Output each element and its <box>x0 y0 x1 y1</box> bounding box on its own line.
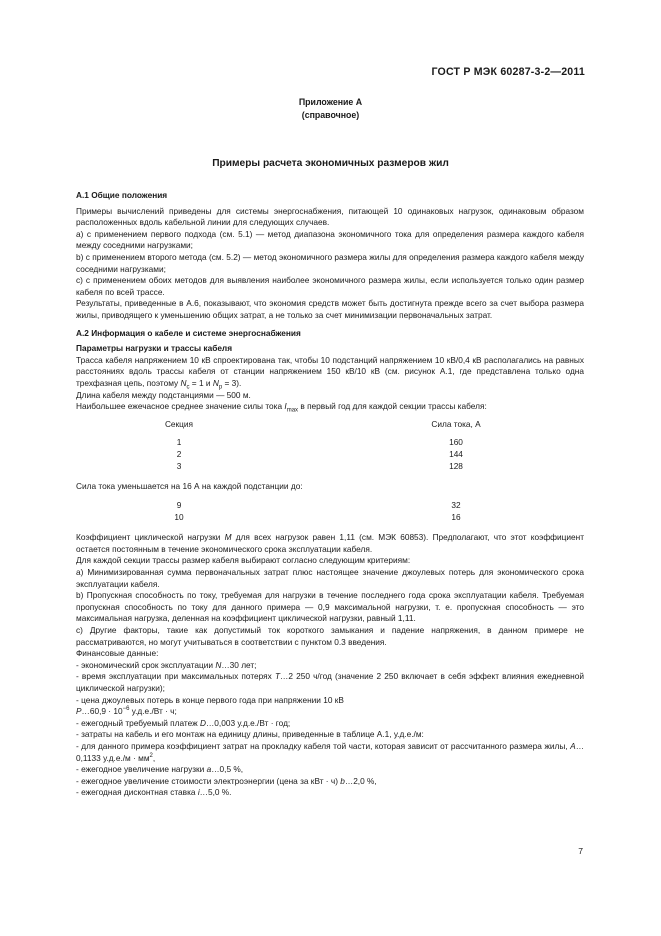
table-row: 1 160 <box>176 436 463 447</box>
paragraph: Коэффициент циклической нагрузки M для всех нагрузок равен 1,11 (см. МЭК 60853). Предполагают, что этот коэффициент остается постоянным в течение экономического срока эксплуатации кабеля. <box>76 532 585 554</box>
standard-header: ГОСТ Р МЭК 60287-3-2—2011 <box>431 66 585 78</box>
table-row: 2 144 <box>176 448 463 459</box>
annex-title: Приложение А <box>298 97 363 107</box>
paragraph: c) с применением обоих методов для выявления наиболее экономичного размера жилы, если используется только один размер кабеля по всей трассе. <box>76 275 584 297</box>
paragraph: Для каждой секции трассы размер кабеля выбирают согласно следующим критериям: <box>76 555 411 566</box>
annex-label <box>0 96 661 122</box>
list-item: - ежегодный требуемый платеж D…0,003 у.д.е./Вт · год; <box>76 717 291 728</box>
paragraph: Длина кабеля между подстанциями — 500 м. <box>76 389 251 400</box>
page-title: Примеры расчета экономичных размеров жил <box>212 158 449 169</box>
paragraph: Финансовые данные: <box>76 648 159 659</box>
list-item: P…60,9 · $10^{-6}$ у.д.е./Вт · ч; <box>76 706 177 717</box>
list-item: - экономический срок эксплуатации N…30 лет; <box>76 659 257 670</box>
list-item: - затраты на кабель и его монтаж на единицу длины, приведенные в таблице А.1, у.д.е./м: <box>76 729 424 740</box>
table-row: 10 16 <box>174 512 461 523</box>
paragraph: а) с применением первого подхода (см. 5.1) — метод диапазона экономичного тока для определения размера каждого кабеля между соседними нагрузками; <box>76 228 584 251</box>
paragraph: а) Минимизированная сумма первоначальных затрат плюс настоящее значение джоулевых потерь для экономического срока эксплуатации кабеля. <box>76 567 584 589</box>
subsection-heading: Параметры нагрузки и трассы кабеля <box>76 343 233 354</box>
paragraph: b) Пропускная способность по току, требуемая для нагрузки в течение последнего года срока эксплуатации кабеля. Требуемая пропускная способность по току для данного примера — 0,9 максимальной нагрузки, т. е. пропускная способность — это максимальная нагрузка, деленная на коэффициент циклической нагрузки, равный 1,11. <box>76 590 584 624</box>
list-item: - цена джоулевых потерь в конце первого года при напряжении 10 кВ <box>76 694 344 705</box>
paragraph: Наибольшее ежечасное среднее значение силы тока $I_{max}$ в первый год для каждой секции трассы кабеля: <box>76 401 487 414</box>
paragraph: Примеры вычислений приведены для системы энергоснабжения, питающей 10 одинаковых нагрузок, одинаковым образом расположенных вдоль кабельной линии для следующих случаев. <box>76 205 584 228</box>
col-current: Сила тока, А <box>431 418 481 429</box>
page-number: 7 <box>578 846 583 856</box>
list-item: - ежегодная дисконтная ставка i…5,0 %. <box>76 787 232 798</box>
list-item: - ежегодное увеличение стоимости электроэнергии (цена за кВт · ч) b…2,0 %, <box>76 775 377 786</box>
document-body <box>76 190 584 799</box>
paragraph: b) с применением второго метода (см. 5.2) — метод экономичного размера жилы для определения размера каждого кабеля между соседними нагрузками; <box>76 251 584 274</box>
annex-type: (справочное) <box>301 110 360 120</box>
table-header <box>76 419 584 431</box>
table-row: 3 128 <box>176 460 463 471</box>
list-item: - время эксплуатации при максимальных потерях T…2 250 ч/год (значение 2 250 включает в себя эффект влияния ежедневной циклической нагрузки); <box>76 671 584 693</box>
section-a2-heading: А.2 Информация о кабеле и системе энергоснабжения <box>76 327 301 338</box>
paragraph: c) Другие факторы, такие как допустимый ток короткого замыкания и падение напряжения, в данном примере не рассматриваются, но могут учитываться в соответствии с пунктом 0.3 введения. <box>76 625 584 647</box>
paragraph: Сила тока уменьшается на 16 А на каждой подстанции до: <box>76 480 303 491</box>
list-item: - ежегодное увеличение нагрузки a…0,5 %, <box>76 764 244 775</box>
col-section: Секция <box>164 418 194 429</box>
paragraph: Результаты, приведенные в А.6, показывают, что экономия средств может быть достигнута прежде всего за счет выбора размера жилы, приводящего к уменьшению общих затрат, а не только за счет минимизации первоначальных затрат. <box>76 298 584 320</box>
paragraph: Трасса кабеля напряжением 10 кВ спроектирована так, чтобы 10 подстанций напряжением 10 кВ/0,4 кВ располагались на равных расстояниях вдоль трассы кабеля от станции напряжением 150 кВ/10 кВ (см. рисунок А.1, где представлена только одна трехфазная цепь, поэтому $N_c = 1$ и $N_p = 3$). <box>76 354 584 391</box>
table-row: 9 32 <box>176 500 461 511</box>
section-a1-heading: А.1 Общие положения <box>76 190 168 200</box>
list-item: - для данного примера коэффициент затрат на прокладку кабеля той части, которая зависит от рассчитанного размера жилы, A…0,1133 $у.д.е./м \cdot мм^2$, <box>76 740 584 763</box>
